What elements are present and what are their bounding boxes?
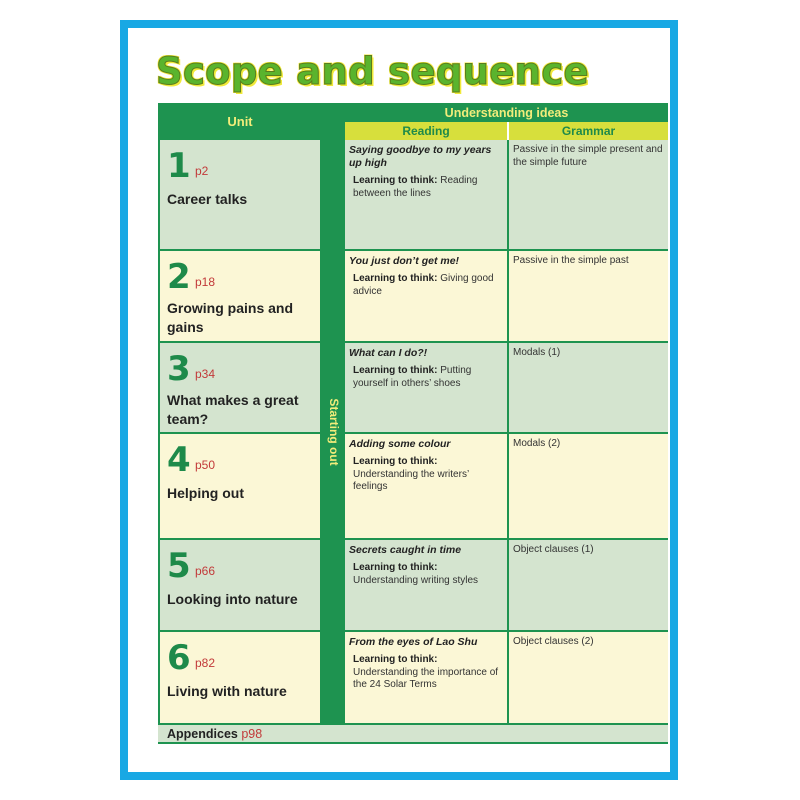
learning-to-think bbox=[353, 273, 503, 298]
header-unit: Unit bbox=[158, 103, 322, 140]
appendices-label bbox=[167, 727, 262, 741]
unit-cell bbox=[158, 343, 322, 432]
reading-title: Saying goodbye to my years up high bbox=[349, 144, 492, 169]
unit-page: p2 bbox=[195, 164, 209, 178]
reading-cell bbox=[345, 251, 507, 341]
ltt-label: Learning to think: bbox=[353, 365, 438, 376]
unit-page: p82 bbox=[195, 656, 216, 670]
table-row bbox=[158, 540, 668, 630]
ltt-text: Understanding the writers’ feelings bbox=[353, 468, 469, 492]
grammar-cell bbox=[509, 434, 668, 538]
starting-out-label: Starting out bbox=[326, 397, 341, 466]
unit-title: Helping out bbox=[167, 485, 244, 501]
reading-cell bbox=[345, 434, 507, 538]
column-divider bbox=[507, 140, 509, 723]
reading-title: You just don’t get me! bbox=[349, 255, 460, 267]
reading-title: Adding some colour bbox=[349, 438, 451, 450]
unit-title: Looking into nature bbox=[167, 591, 298, 607]
learning-to-think bbox=[353, 456, 503, 494]
ltt-label: Learning to think: bbox=[353, 273, 438, 284]
ltt-text: Understanding writing styles bbox=[353, 574, 479, 586]
appendices-row bbox=[158, 723, 668, 744]
appendices-text: Appendices bbox=[167, 727, 238, 741]
grammar-cell bbox=[509, 540, 668, 630]
reading-cell bbox=[345, 540, 507, 630]
header-gap bbox=[322, 103, 345, 140]
unit-page: p18 bbox=[195, 275, 216, 289]
table-left-border bbox=[158, 140, 160, 744]
ltt-label: Learning to think: bbox=[353, 175, 438, 186]
grammar-text: Passive in the simple present and the simple future bbox=[513, 144, 663, 168]
ltt-text: Understanding the importance of the 24 Solar Terms bbox=[353, 666, 499, 690]
ltt-label: Learning to think: bbox=[353, 456, 438, 467]
grammar-cell bbox=[509, 140, 668, 249]
unit-number: 1 bbox=[167, 146, 191, 186]
table-row bbox=[158, 632, 668, 723]
unit-number: 3 bbox=[167, 349, 191, 389]
unit-page: p34 bbox=[195, 367, 216, 381]
grammar-text: Modals (1) bbox=[513, 347, 561, 358]
reading-cell bbox=[345, 632, 507, 723]
learning-to-think bbox=[353, 175, 503, 200]
header-understanding-ideas: Understanding ideas bbox=[345, 103, 668, 122]
learning-to-think bbox=[353, 654, 503, 692]
table-row bbox=[158, 434, 668, 538]
learning-to-think bbox=[353, 562, 503, 587]
grammar-text: Passive in the simple past bbox=[513, 255, 629, 266]
ltt-text: Giving good advice bbox=[353, 273, 494, 297]
unit-page: p50 bbox=[195, 458, 216, 472]
unit-title: Growing pains and gains bbox=[167, 300, 294, 335]
learning-to-think bbox=[353, 365, 503, 390]
grammar-text: Object clauses (1) bbox=[513, 544, 594, 555]
ltt-text: Reading between the lines bbox=[353, 175, 478, 199]
reading-title: From the eyes of Lao Shu bbox=[349, 636, 478, 648]
table-row bbox=[158, 343, 668, 432]
header-grammar: Grammar bbox=[509, 122, 668, 140]
grammar-cell bbox=[509, 632, 668, 723]
unit-page: p66 bbox=[195, 564, 216, 578]
ltt-label: Learning to think: bbox=[353, 654, 438, 665]
unit-title: Career talks bbox=[167, 191, 248, 207]
scope-table bbox=[158, 103, 668, 744]
ltt-text: Putting yourself in others’ shoes bbox=[353, 365, 472, 389]
unit-cell bbox=[158, 632, 322, 723]
unit-title: Living with nature bbox=[167, 683, 287, 699]
unit-number: 2 bbox=[167, 257, 191, 297]
unit-number: 5 bbox=[167, 546, 191, 586]
ltt-label: Learning to think: bbox=[353, 562, 438, 573]
unit-cell bbox=[158, 434, 322, 538]
grammar-text: Object clauses (2) bbox=[513, 636, 594, 647]
reading-cell bbox=[345, 140, 507, 249]
grammar-text: Modals (2) bbox=[513, 438, 561, 449]
unit-cell bbox=[158, 140, 322, 249]
appendices-page: p98 bbox=[241, 727, 263, 741]
starting-out-band bbox=[322, 140, 345, 723]
unit-cell bbox=[158, 251, 322, 341]
grammar-cell bbox=[509, 343, 668, 432]
reading-title: What can I do?! bbox=[349, 347, 428, 359]
unit-cell bbox=[158, 540, 322, 630]
reading-title: Secrets caught in time bbox=[349, 544, 462, 556]
header-reading: Reading bbox=[345, 122, 507, 140]
table-row bbox=[158, 140, 668, 249]
page-title: Scope and sequence bbox=[156, 50, 589, 93]
unit-number: 6 bbox=[167, 638, 191, 678]
grammar-cell bbox=[509, 251, 668, 341]
unit-title: What makes a great team? bbox=[167, 392, 299, 427]
reading-cell bbox=[345, 343, 507, 432]
table-row bbox=[158, 251, 668, 341]
unit-number: 4 bbox=[167, 440, 191, 480]
